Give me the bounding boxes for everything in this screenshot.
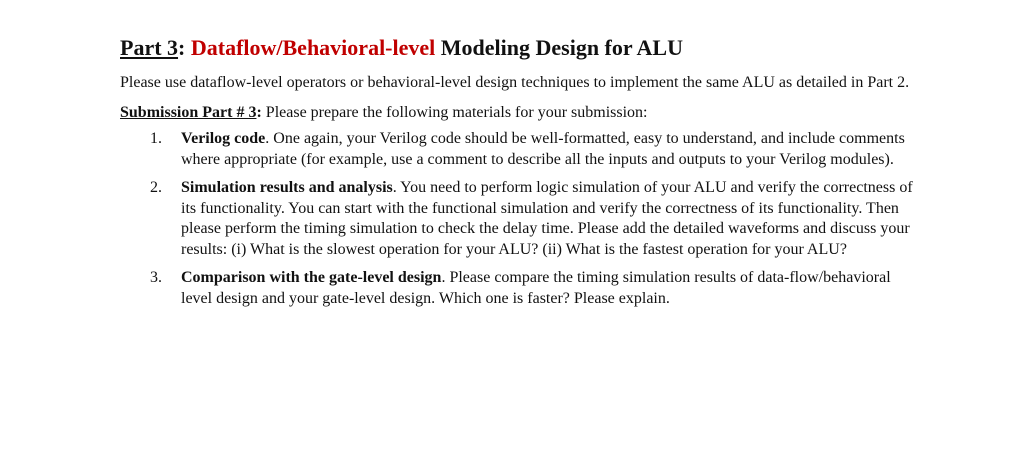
list-item-number: 2. [150, 179, 162, 196]
title-part-label: Part 3 [120, 35, 179, 60]
title-rest-text: Modeling Design for ALU [435, 35, 683, 60]
title-accent-text: Dataflow/Behavioral-level [190, 35, 436, 60]
list-item-lead: Simulation results and analysis [181, 179, 393, 196]
list-item-verilog-code [120, 129, 920, 170]
document-page [120, 34, 920, 317]
submission-colon: : [256, 104, 262, 121]
list-item-text: . You need to perform logic simulation of your ALU and verify the correctness of its functionality. You can start with the functional simulation and verify the correctness of its functionality. Then please perform the timing simulation to check the delay time. Please add the detailed waveforms and discuss your results: (i) What is the slowest operation for your ALU? (ii) What is the fastest operation for your ALU? [181, 179, 913, 258]
intro-paragraph: Please use dataflow-level operators or behavioral-level design techniques to implement the same ALU as detailed in Part 2. [120, 74, 910, 91]
submission-heading [120, 102, 920, 123]
materials-list [120, 129, 920, 309]
list-item-simulation-results [120, 178, 920, 260]
submission-text: Please prepare the following materials for your submission: [261, 104, 648, 121]
title-colon: : [178, 35, 191, 60]
list-item-lead: Verilog code [181, 130, 266, 147]
list-item-lead: Comparison with the gate-level design [181, 269, 442, 286]
section-title [120, 34, 920, 62]
list-item-text: . One again, your Verilog code should be well-formatted, easy to understand, and include comments where appropriate (for example, use a comment to describe all the inputs and outputs to your Verilog modules). [181, 130, 905, 168]
list-item-text: . Please compare the timing simulation results of data-flow/behavioral level design and your gate-level design. Which one is faster? Please explain. [181, 269, 891, 307]
list-item-comparison [120, 268, 920, 309]
list-item-number: 1. [150, 130, 162, 147]
list-item-number: 3. [150, 269, 162, 286]
submission-label: Submission Part # 3 [120, 104, 257, 121]
